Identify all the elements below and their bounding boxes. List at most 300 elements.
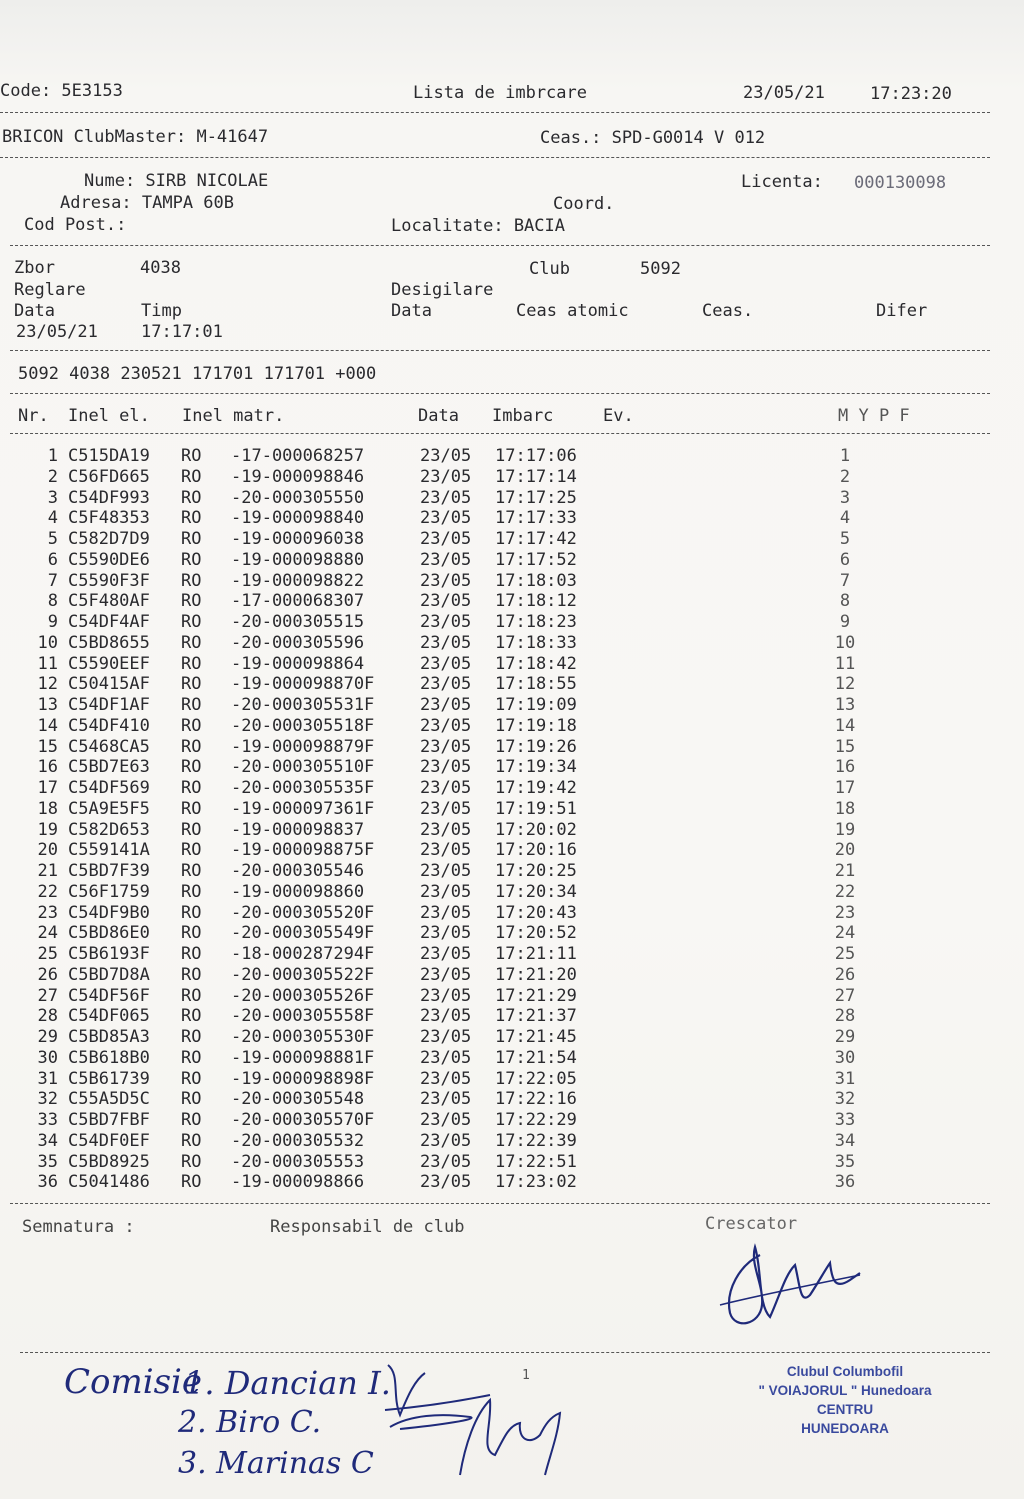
ring-country: RO (181, 861, 202, 881)
arrival-time: 17:21:20 (495, 964, 577, 985)
position-mark: 28 (834, 1006, 856, 1027)
arrival-time: 17:17:42 (495, 529, 577, 549)
position-mark: 6 (839, 549, 851, 570)
arrival-date: 23/05 (420, 923, 472, 944)
arrival-date: 23/05 (420, 1089, 472, 1110)
arrival-time: 17:20:25 (495, 861, 577, 881)
row-number: 2 (47, 466, 58, 487)
position-mark: 5 (839, 529, 851, 549)
club-value: 5092 (640, 259, 681, 279)
arrival-date: 23/05 (420, 1006, 472, 1027)
table-row (18, 903, 1008, 924)
electronic-ring: C5BD7D8A (68, 964, 150, 985)
divider (0, 157, 990, 158)
ring-country: RO (181, 881, 202, 902)
arrival-date: 23/05 (420, 653, 472, 674)
col-inel-el: Inel el. (68, 406, 150, 426)
club-label: Club (529, 259, 570, 279)
row-number: 36 (37, 1172, 58, 1193)
position-mark: 20 (834, 840, 856, 861)
arrival-date: 23/05 (420, 715, 472, 736)
registration-ring: -19-000098870F (231, 674, 375, 695)
divider (0, 112, 990, 113)
print-time: 17:23:20 (870, 84, 952, 104)
table-row (18, 571, 1008, 592)
electronic-ring: C515DA19 (68, 446, 150, 466)
reglare-date-label: Data (14, 301, 55, 321)
table-row (18, 529, 1008, 550)
position-mark: 10 (834, 632, 856, 653)
registration-ring: -17-000068257 (231, 446, 365, 466)
position-mark: 21 (834, 861, 856, 881)
locality: Localitate: BACIA (391, 216, 565, 236)
ring-country: RO (181, 674, 202, 695)
electronic-ring: C5F480AF (68, 591, 150, 612)
ring-country: RO (181, 1006, 202, 1027)
registration-ring: -19-000098875F (231, 840, 375, 861)
registration-ring: -20-000305535F (231, 778, 375, 798)
row-number: 8 (47, 591, 58, 612)
electronic-ring: C56F1759 (68, 881, 150, 902)
flight-summary: 5092 4038 230521 171701 171701 +000 (18, 364, 377, 384)
table-row (18, 820, 1008, 841)
row-number: 9 (47, 612, 58, 632)
position-mark: 24 (834, 923, 856, 944)
ring-country: RO (181, 757, 202, 778)
col-ev: Ev. (603, 406, 634, 426)
table-row (18, 986, 1008, 1007)
ring-country: RO (181, 985, 202, 1006)
arrival-date: 23/05 (420, 612, 472, 632)
electronic-ring: C50415AF (68, 674, 150, 695)
arrival-time: 17:21:37 (495, 1006, 577, 1027)
col-nr: Nr. (18, 406, 49, 426)
reglare-label: Reglare (14, 280, 86, 300)
arrival-time: 17:19:42 (495, 778, 577, 798)
table-row (18, 1069, 1008, 1090)
table-row (18, 1027, 1008, 1048)
arrival-date: 23/05 (420, 944, 472, 964)
arrival-time: 17:22:16 (495, 1089, 577, 1110)
ring-country: RO (181, 736, 202, 757)
electronic-ring: C54DF1AF (68, 695, 150, 715)
stamp-line-4: HUNEDOARA (801, 1421, 889, 1436)
divider (10, 393, 990, 394)
electronic-ring: C54DF0EF (68, 1130, 150, 1151)
arrival-time: 17:22:39 (495, 1130, 577, 1151)
electronic-ring: C54DF410 (68, 715, 150, 736)
electronic-ring: C54DF569 (68, 778, 150, 798)
arrival-time: 17:21:45 (495, 1027, 577, 1047)
registration-ring: -19-000098860 (231, 881, 365, 902)
row-number: 19 (37, 819, 58, 840)
registration-ring: -20-000305520F (231, 902, 375, 923)
ring-country: RO (181, 964, 202, 985)
ring-country: RO (181, 1047, 202, 1068)
arrival-date: 23/05 (420, 674, 472, 695)
row-number: 28 (37, 1006, 58, 1027)
col-inel-matr: Inel matr. (182, 406, 285, 426)
table-row (18, 633, 1008, 654)
position-mark: 14 (834, 715, 856, 736)
arrival-date: 23/05 (420, 1027, 472, 1047)
arrival-time: 17:18:42 (495, 653, 577, 674)
table-row (18, 1131, 1008, 1152)
arrival-date: 23/05 (420, 1110, 472, 1130)
arrival-date: 23/05 (420, 591, 472, 612)
arrival-time: 17:17:06 (495, 446, 577, 466)
ring-country: RO (181, 653, 202, 674)
table-row (18, 612, 1008, 633)
electronic-ring: C5BD85A3 (68, 1027, 150, 1047)
arrival-time: 17:20:52 (495, 923, 577, 944)
arrival-date: 23/05 (420, 570, 472, 591)
position-mark: 8 (839, 591, 851, 612)
ring-country: RO (181, 549, 202, 570)
reglare-time-label: Timp (141, 301, 182, 321)
arrival-time: 17:18:12 (495, 591, 577, 612)
electronic-ring: C5590F3F (68, 570, 150, 591)
arrival-date: 23/05 (420, 632, 472, 653)
electronic-ring: C56FD665 (68, 466, 150, 487)
electronic-ring: C5590EEF (68, 653, 150, 674)
arrival-date: 23/05 (420, 881, 472, 902)
page-number: 1 (522, 1368, 530, 1383)
table-row (18, 1152, 1008, 1173)
position-mark: 19 (834, 819, 856, 840)
flight-label: Zbor (14, 258, 55, 278)
arrival-time: 17:20:02 (495, 819, 577, 840)
club-responsible-label: Responsabil de club (270, 1217, 465, 1237)
registration-ring: -20-000305546 (231, 861, 365, 881)
position-mark: 32 (834, 1089, 856, 1110)
registration-ring: -20-000305548 (231, 1089, 365, 1110)
breeder-label: Crescator (705, 1214, 798, 1234)
arrival-date: 23/05 (420, 798, 472, 819)
electronic-ring: C582D653 (68, 819, 150, 840)
electronic-ring: C5468CA5 (68, 736, 150, 757)
ring-country: RO (181, 487, 202, 508)
registration-ring: -20-000305596 (231, 632, 365, 653)
table-row (18, 882, 1008, 903)
position-mark: 27 (834, 985, 856, 1006)
flight-value: 4038 (140, 258, 181, 278)
row-number: 26 (37, 964, 58, 985)
row-number: 30 (37, 1047, 58, 1068)
registration-ring: -19-000096038 (231, 529, 365, 549)
postal-code-label: Cod Post.: (24, 215, 127, 235)
ring-country: RO (181, 819, 202, 840)
arrival-date: 23/05 (420, 778, 472, 798)
arrival-date: 23/05 (420, 1172, 472, 1193)
arrival-time: 17:22:51 (495, 1151, 577, 1172)
arrival-date: 23/05 (420, 964, 472, 985)
position-mark: 31 (834, 1068, 856, 1089)
arrival-date: 23/05 (420, 1151, 472, 1172)
row-number: 10 (37, 632, 58, 653)
table-row (18, 1172, 1008, 1193)
position-mark: 4 (839, 508, 851, 529)
row-number: 15 (37, 736, 58, 757)
registration-ring: -19-000098822 (231, 570, 365, 591)
row-number: 33 (37, 1110, 58, 1130)
position-mark: 3 (839, 487, 851, 508)
registration-ring: -20-000305531F (231, 695, 375, 715)
difference-label: Difer (876, 301, 928, 321)
atomic-clock-label: Ceas atomic (516, 301, 629, 321)
position-mark: 11 (834, 653, 856, 674)
position-mark: 12 (834, 674, 856, 695)
table-row (18, 1048, 1008, 1069)
position-mark: 23 (834, 902, 856, 923)
table-row (18, 674, 1008, 695)
electronic-ring: C5BD7F39 (68, 861, 150, 881)
table-row (18, 695, 1008, 716)
position-mark: 35 (834, 1151, 856, 1172)
registration-ring: -17-000068307 (231, 591, 365, 612)
position-mark: 9 (839, 612, 851, 632)
registration-ring: -20-000305549F (231, 923, 375, 944)
ring-country: RO (181, 446, 202, 466)
registration-ring: -20-000305515 (231, 612, 365, 632)
arrival-date: 23/05 (420, 757, 472, 778)
table-row (18, 799, 1008, 820)
col-mypf: M Y P F (838, 406, 910, 426)
arrival-time: 17:20:16 (495, 840, 577, 861)
arrival-time: 17:21:11 (495, 944, 577, 964)
arrival-time: 17:20:34 (495, 881, 577, 902)
position-mark: 1 (839, 446, 851, 466)
ring-country: RO (181, 695, 202, 715)
registration-ring: -19-000098879F (231, 736, 375, 757)
club-stamp (700, 1362, 990, 1438)
arrival-time: 17:18:55 (495, 674, 577, 695)
electronic-ring: C5B618B0 (68, 1047, 150, 1068)
ring-country: RO (181, 923, 202, 944)
table-row (18, 861, 1008, 882)
desigilare-label: Desigilare (391, 280, 494, 300)
registration-ring: -19-000097361F (231, 798, 375, 819)
arrival-date: 23/05 (420, 861, 472, 881)
registration-ring: -19-000098837 (231, 819, 365, 840)
arrival-time: 17:17:14 (495, 466, 577, 487)
ring-country: RO (181, 798, 202, 819)
commission-signatures (380, 1355, 580, 1495)
position-mark: 13 (834, 695, 856, 715)
arrival-time: 17:17:33 (495, 508, 577, 529)
position-mark: 36 (834, 1172, 856, 1193)
registration-ring: -19-000098846 (231, 466, 365, 487)
table-row (18, 1110, 1008, 1131)
electronic-ring: C559141A (68, 840, 150, 861)
arrival-date: 23/05 (420, 902, 472, 923)
coord-label: Coord. (553, 194, 615, 214)
electronic-ring: C582D7D9 (68, 529, 150, 549)
registration-ring: -20-000305570F (231, 1110, 375, 1130)
row-number: 27 (37, 985, 58, 1006)
electronic-ring: C5BD86E0 (68, 923, 150, 944)
row-number: 31 (37, 1068, 58, 1089)
ring-country: RO (181, 778, 202, 798)
arrival-time: 17:22:29 (495, 1110, 577, 1130)
table-row (18, 840, 1008, 861)
electronic-ring: C5BD7E63 (68, 757, 150, 778)
clubmaster-label: BRICON ClubMaster: M-41647 (2, 127, 269, 147)
col-data: Data (418, 406, 459, 426)
position-mark: 25 (834, 944, 856, 964)
position-mark: 18 (834, 798, 856, 819)
arrival-date: 23/05 (420, 487, 472, 508)
table-row (18, 923, 1008, 944)
table-row (18, 757, 1008, 778)
row-number: 6 (47, 549, 58, 570)
row-number: 23 (37, 902, 58, 923)
arrival-date: 23/05 (420, 1047, 472, 1068)
ring-country: RO (181, 1130, 202, 1151)
row-number: 11 (37, 653, 58, 674)
document-title: Lista de imbrcare (413, 83, 587, 103)
electronic-ring: C54DF4AF (68, 612, 150, 632)
position-mark: 16 (834, 757, 856, 778)
ring-country: RO (181, 1089, 202, 1110)
reglare-date: 23/05/21 (16, 322, 98, 342)
registration-ring: -20-000305522F (231, 964, 375, 985)
row-number: 14 (37, 715, 58, 736)
registration-ring: -20-000305518F (231, 715, 375, 736)
signature-label: Semnatura : (22, 1217, 135, 1237)
table-row (18, 1006, 1008, 1027)
col-imbarc: Imbarc (492, 406, 554, 426)
arrival-time: 17:21:54 (495, 1047, 577, 1068)
commission-member-2: 2. Biro C. (178, 1405, 322, 1440)
row-number: 25 (37, 944, 58, 964)
registration-ring: -19-000098864 (231, 653, 365, 674)
table-row (18, 965, 1008, 986)
registration-ring: -20-000305530F (231, 1027, 375, 1047)
table-row (18, 467, 1008, 488)
arrival-date: 23/05 (420, 508, 472, 529)
ring-country: RO (181, 570, 202, 591)
arrival-date: 23/05 (420, 549, 472, 570)
print-date: 23/05/21 (743, 83, 825, 103)
arrival-date: 23/05 (420, 1068, 472, 1089)
table-row (18, 778, 1008, 799)
electronic-ring: C54DF56F (68, 985, 150, 1006)
position-mark: 34 (834, 1130, 856, 1151)
arrival-time: 17:20:43 (495, 902, 577, 923)
commission-label: Comisie (64, 1362, 203, 1402)
registration-ring: -20-000305553 (231, 1151, 365, 1172)
registration-ring: -19-000098866 (231, 1172, 365, 1193)
position-mark: 22 (834, 881, 856, 902)
position-mark: 15 (834, 736, 856, 757)
arrival-time: 17:19:34 (495, 757, 577, 778)
row-number: 7 (47, 570, 58, 591)
ring-country: RO (181, 840, 202, 861)
row-number: 5 (47, 529, 58, 549)
row-number: 17 (37, 778, 58, 798)
electronic-ring: C5590DE6 (68, 549, 150, 570)
registration-ring: -20-000305550 (231, 487, 365, 508)
arrival-time: 17:18:23 (495, 612, 577, 632)
row-number: 20 (37, 840, 58, 861)
ring-country: RO (181, 902, 202, 923)
owner-name: Nume: SIRB NICOLAE (84, 171, 269, 191)
reglare-time: 17:17:01 (141, 322, 223, 342)
ring-country: RO (181, 715, 202, 736)
arrival-date: 23/05 (420, 840, 472, 861)
arrival-time: 17:18:33 (495, 632, 577, 653)
table-row (18, 654, 1008, 675)
electronic-ring: C5B6193F (68, 944, 150, 964)
registration-ring: -19-000098840 (231, 508, 365, 529)
ring-country: RO (181, 1110, 202, 1130)
clock-column-label: Ceas. (702, 301, 754, 321)
row-number: 3 (47, 487, 58, 508)
arrival-time: 17:23:02 (495, 1172, 577, 1193)
registration-ring: -19-000098898F (231, 1068, 375, 1089)
breeder-signature (700, 1235, 880, 1335)
entries-table (18, 446, 1008, 1193)
code-label: Code: 5E3153 (0, 81, 123, 101)
arrival-time: 17:17:52 (495, 549, 577, 570)
table-row (18, 508, 1008, 529)
commission-member-3: 3. Marinas C (178, 1446, 374, 1481)
row-number: 22 (37, 881, 58, 902)
ring-country: RO (181, 612, 202, 632)
registration-ring: -19-000098881F (231, 1047, 375, 1068)
row-number: 24 (37, 923, 58, 944)
ring-country: RO (181, 508, 202, 529)
table-row (18, 716, 1008, 737)
row-number: 13 (37, 695, 58, 715)
registration-ring: -20-000305510F (231, 757, 375, 778)
arrival-time: 17:17:25 (495, 487, 577, 508)
table-row (18, 488, 1008, 509)
electronic-ring: C5F48353 (68, 508, 150, 529)
row-number: 32 (37, 1089, 58, 1110)
ring-country: RO (181, 466, 202, 487)
arrival-date: 23/05 (420, 466, 472, 487)
electronic-ring: C5B61739 (68, 1068, 150, 1089)
arrival-time: 17:18:03 (495, 570, 577, 591)
arrival-date: 23/05 (420, 446, 472, 466)
position-mark: 2 (839, 466, 851, 487)
commission-member-1: 1. Dancian I. (184, 1364, 391, 1402)
registration-ring: -20-000305532 (231, 1130, 365, 1151)
arrival-time: 17:22:05 (495, 1068, 577, 1089)
electronic-ring: C5041486 (68, 1172, 150, 1193)
arrival-time: 17:19:51 (495, 798, 577, 819)
ring-country: RO (181, 1068, 202, 1089)
clock-label: Ceas.: SPD-G0014 V 012 (540, 128, 766, 148)
ring-country: RO (181, 1027, 202, 1047)
electronic-ring: C55A5D5C (68, 1089, 150, 1110)
stamp-line-2: " VOIAJORUL " Hunedoara (758, 1383, 932, 1398)
arrival-time: 17:19:18 (495, 715, 577, 736)
row-number: 4 (47, 508, 58, 529)
electronic-ring: C5BD8925 (68, 1151, 150, 1172)
row-number: 21 (37, 861, 58, 881)
divider (10, 1203, 990, 1204)
stamp-line-3: CENTRU (816, 1402, 874, 1417)
ring-country: RO (181, 632, 202, 653)
divider (10, 350, 990, 351)
row-number: 16 (37, 757, 58, 778)
arrival-time: 17:21:29 (495, 985, 577, 1006)
electronic-ring: C5BD8655 (68, 632, 150, 653)
table-row (18, 737, 1008, 758)
